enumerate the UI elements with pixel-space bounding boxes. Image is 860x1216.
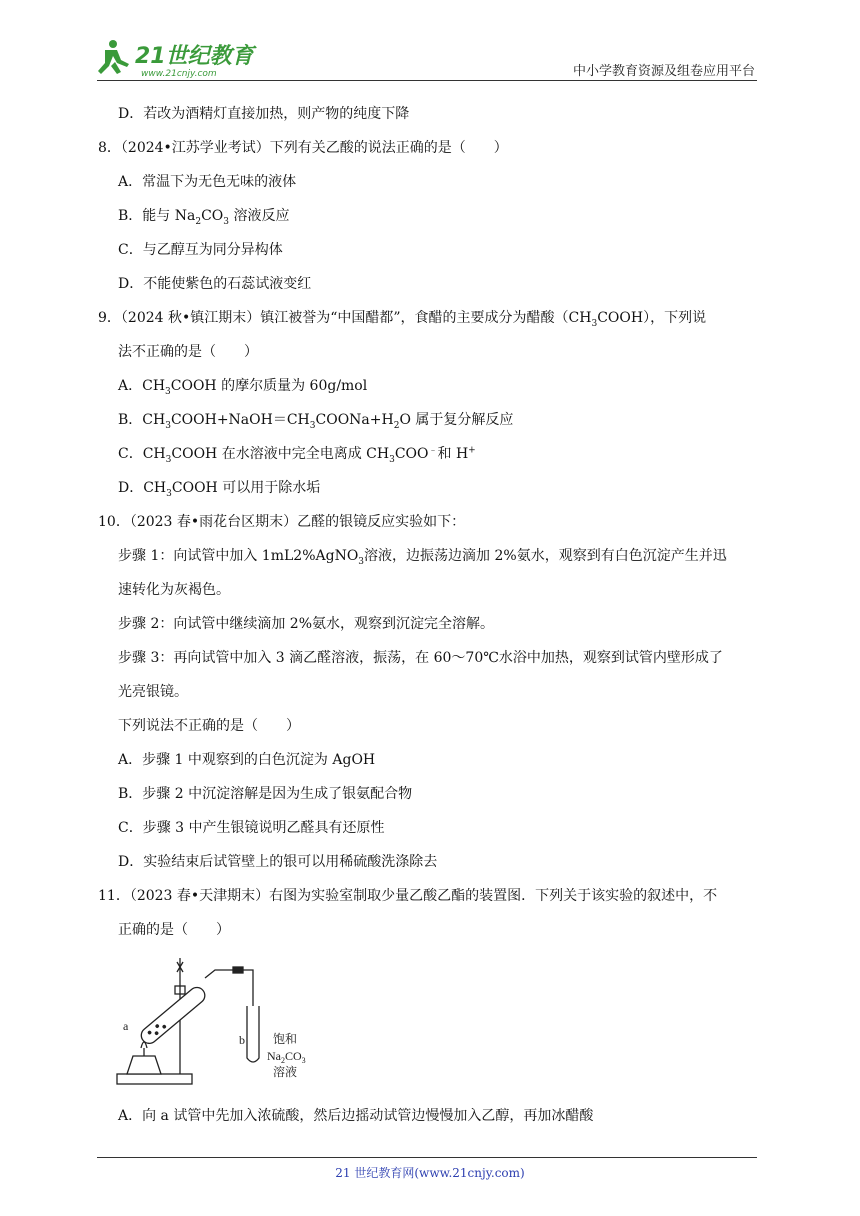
q8-option-a: A．常温下为无色无味的液体 [118, 174, 297, 190]
q10-stem: 10．（2023 春•雨花台区期末）乙醛的银镜反应实验如下： [98, 514, 466, 530]
q8-option-c: C．与乙醇互为同分异构体 [118, 242, 283, 258]
q10-step3-line1: 步骤 3：再向试管中加入 3 滴乙醛溶液，振荡，在 60～70℃水浴中加热，观察到试管内壁形成了 [118, 650, 723, 666]
prev-option-d: D．若改为酒精灯直接加热，则产物的纯度下降 [118, 106, 410, 122]
footer-text: 21 世纪教育网(www.21cnjy.com) [335, 1166, 525, 1180]
q9-option-a: A．$CH_3COOH$ 的摩尔质量为 60g/mol [118, 378, 368, 397]
label-b: b [239, 1033, 245, 1047]
q8-option-d: D．不能使紫色的石蕊试液变红 [118, 276, 312, 292]
header-divider [97, 80, 757, 81]
footer-divider [97, 1157, 757, 1158]
q11-option-a: A．向 a 试管中先加入浓硫酸，然后边摇动试管边慢慢加入乙醇，再加冰醋酸 [118, 1108, 594, 1124]
q10-step3-line2: 光亮银镜。 [118, 684, 188, 700]
delivery-tube [205, 970, 253, 1048]
q10-question: 下列说法不正确的是（ ） [118, 718, 300, 734]
q11-stem-line2: 正确的是（ ） [118, 922, 230, 938]
q10-option-d: D．实验结束后试管壁上的银可以用稀硫酸洗涤除去 [118, 854, 438, 870]
q8-option-b: B．能与 $Na_2CO_3$ 溶液反应 [118, 208, 290, 227]
q10-option-c: C．步骤 3 中产生银镜说明乙醛具有还原性 [118, 820, 385, 836]
label-a: a [123, 1019, 129, 1033]
logo-title: 21世纪教育 [135, 44, 254, 69]
label-na2co3: $Na_2CO_3$ [267, 1049, 306, 1065]
test-tube-a [138, 984, 208, 1046]
label-saturated: 饱和 [273, 1032, 298, 1046]
q10-option-b: B．步骤 2 中沉淀溶解是因为生成了银氨配合物 [118, 786, 413, 802]
stand-base [117, 1074, 192, 1084]
q9-option-b: B．$CH_3COOH+NaOH=CH_3COONa+H_2O$ 属于复分解反应 [118, 412, 514, 431]
q9-option-c: C．$CH_3COOH$ 在水溶液中完全电离成 $CH_3COO^﹣$和 H+ [118, 445, 476, 465]
header-platform-text: 中小学教育资源及组卷应用平台 [572, 64, 755, 79]
site-logo [95, 36, 260, 80]
q9-stem-line2: 法不正确的是（ ） [118, 344, 258, 360]
apparatus-figure [115, 948, 335, 1090]
q10-step1-line1: 步骤 1：向试管中加入 1mL2%AgNO$_3$溶液，边振荡边滴加 2%氨水，观察到有白色沉淀产生并迅 [118, 548, 727, 567]
q9-stem-line1: 9．（2024 秋•镇江期末）镇江被誉为“中国醋都”，食醋的主要成分为醋酸$(CH_3COOH)$，下列说 [98, 310, 707, 329]
q9-option-d: D．$CH_3COOH$ 可以用于除水垢 [118, 480, 321, 499]
q10-step1-line2: 速转化为灰褐色。 [118, 582, 230, 598]
q10-step2: 步骤 2：向试管中继续滴加 2%氨水，观察到沉淀完全溶解。 [118, 616, 495, 632]
test-tube-b [247, 1006, 259, 1062]
label-solution: 溶液 [273, 1065, 298, 1079]
q11-stem-line1: 11．（2023 春•天津期末）右图为实验室制取少量乙酸乙酯的装置图．下列关于该实验的叙述中，不 [98, 888, 718, 904]
alcohol-lamp [127, 1056, 161, 1074]
q8-stem: 8．（2024•江苏学业考试）下列有关乙酸的说法正确的是（ ） [98, 140, 508, 156]
q10-option-a: A．步骤 1 中观察到的白色沉淀为 AgOH [118, 752, 376, 768]
logo-url: www.21cnjy.com [141, 69, 217, 79]
